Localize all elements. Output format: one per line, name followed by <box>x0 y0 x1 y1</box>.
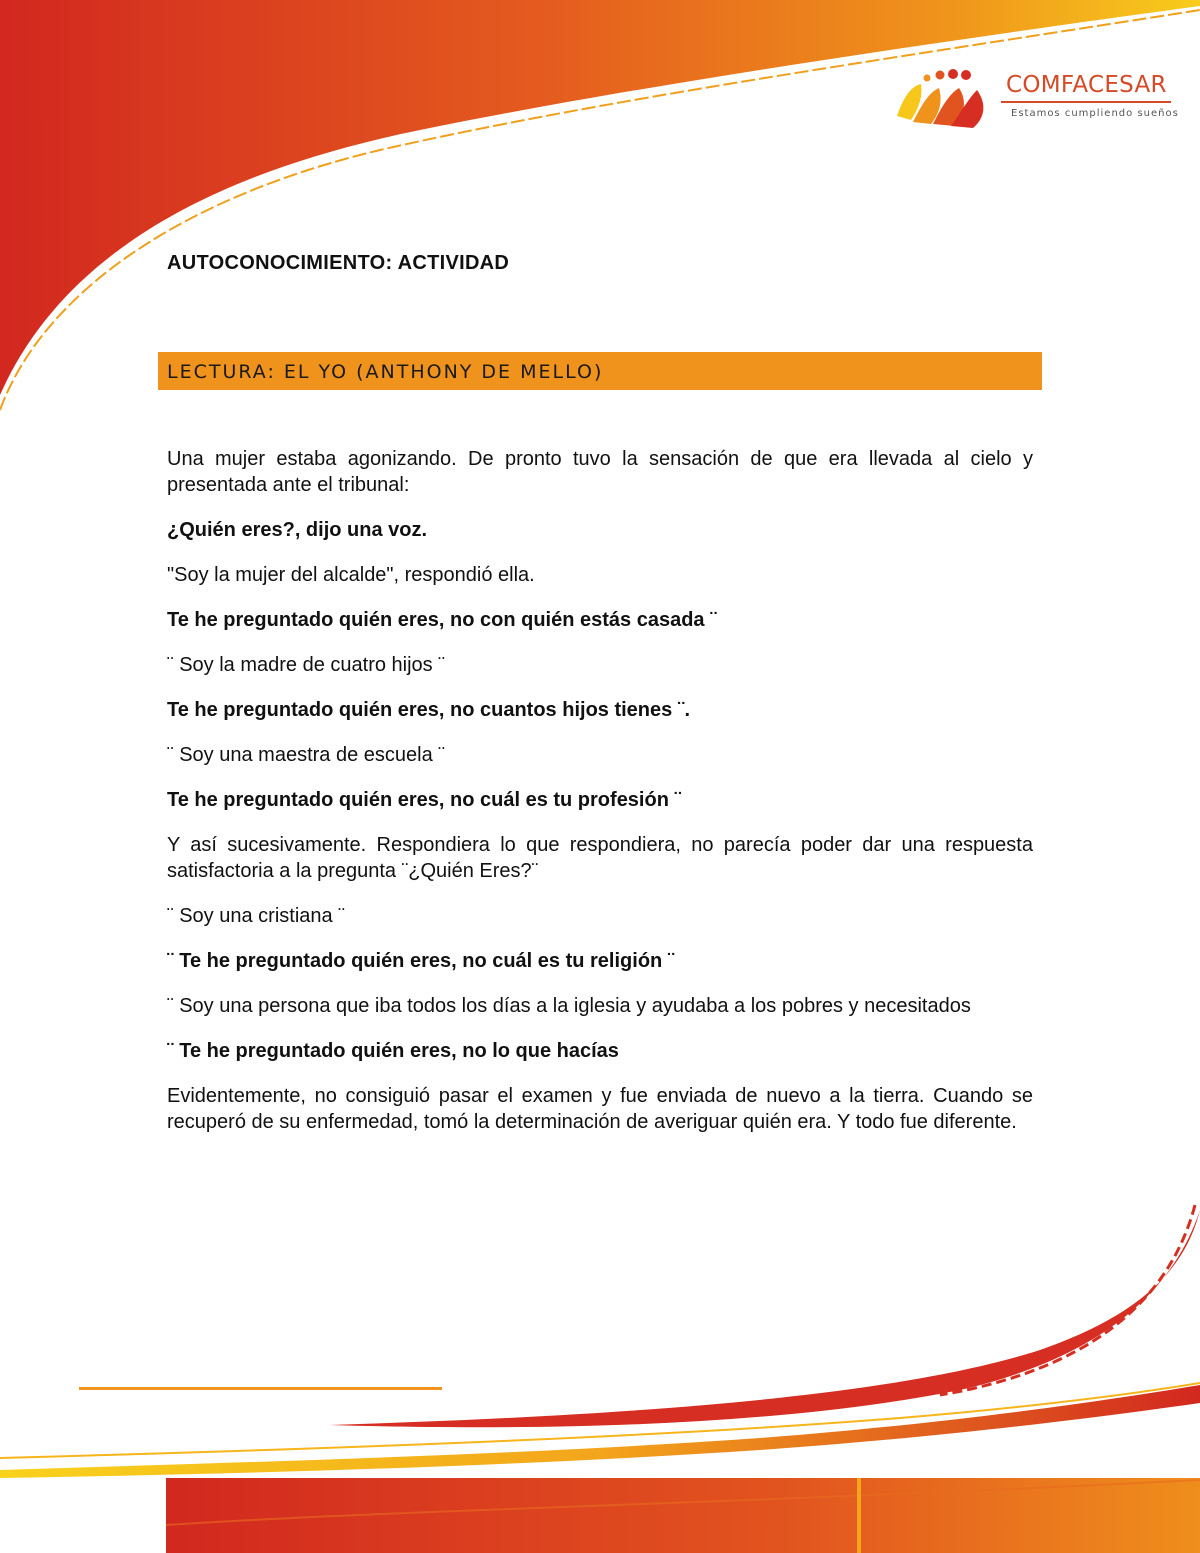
footer-divider <box>857 1478 861 1553</box>
paragraph: Evidentemente, no consiguió pasar el examen y fue enviada de nuevo a la tierra. Cuando se recuperó de su enfermedad, tomó la determinación de averiguar quién era. Y todo fue diferente. <box>167 1085 1033 1133</box>
brand-underline <box>1001 101 1171 103</box>
paragraph-question: ¨ Te he preguntado quién eres, no lo que hacías <box>167 1040 619 1062</box>
section-heading-bar <box>158 352 1042 390</box>
paragraph: Una mujer estaba agonizando. De pronto tuvo la sensación de que era llevada al cielo y presentada ante el tribunal: <box>167 448 1033 496</box>
reading-body <box>167 446 1033 1154</box>
lower-right-swoosh <box>330 1210 1200 1427</box>
footer-band <box>166 1478 1200 1553</box>
lower-right-swoosh-edge <box>940 1205 1195 1395</box>
section-heading: LECTURA: EL YO (ANTHONY DE MELLO) <box>167 361 604 383</box>
paragraph-question: ¿Quién eres?, dijo una voz. <box>167 519 428 541</box>
paragraph: Y así sucesivamente. Respondiera lo que respondiera, no parecía poder dar una respuesta satisfactoria a la pregunta ¨¿Quién Eres?¨ <box>167 834 1033 882</box>
paragraph-question: Te he preguntado quién eres, no cuál es tu profesión ¨ <box>167 789 682 811</box>
footnote-separator <box>79 1387 442 1390</box>
document-title: AUTOCONOCIMIENTO: ACTIVIDAD <box>167 252 510 274</box>
paragraph-question: Te he preguntado quién eres, no cuantos hijos tienes ¨. <box>167 699 691 721</box>
brand-slogan: Estamos cumpliendo sueños <box>1011 108 1179 119</box>
paragraph: "Soy la mujer del alcalde", respondió ella. <box>167 564 535 586</box>
brand-name: COMFACESAR <box>1006 72 1167 98</box>
brand-logo <box>893 66 1183 136</box>
footer-ribbon <box>0 1385 1200 1478</box>
paragraph: ¨ Soy la madre de cuatro hijos ¨ <box>167 654 445 676</box>
paragraph: ¨ Soy una cristiana ¨ <box>167 905 345 927</box>
paragraph-question: Te he preguntado quién eres, no con quién estás casada ¨ <box>167 609 717 631</box>
header-band <box>0 0 1200 395</box>
paragraph: ¨ Soy una persona que iba todos los días a la iglesia y ayudaba a los pobres y necesitados <box>167 995 971 1017</box>
paragraph-question: ¨ Te he preguntado quién eres, no cuál es tu religión ¨ <box>167 950 675 972</box>
brand-mark-icon <box>893 66 993 128</box>
paragraph: ¨ Soy una maestra de escuela ¨ <box>167 744 445 766</box>
